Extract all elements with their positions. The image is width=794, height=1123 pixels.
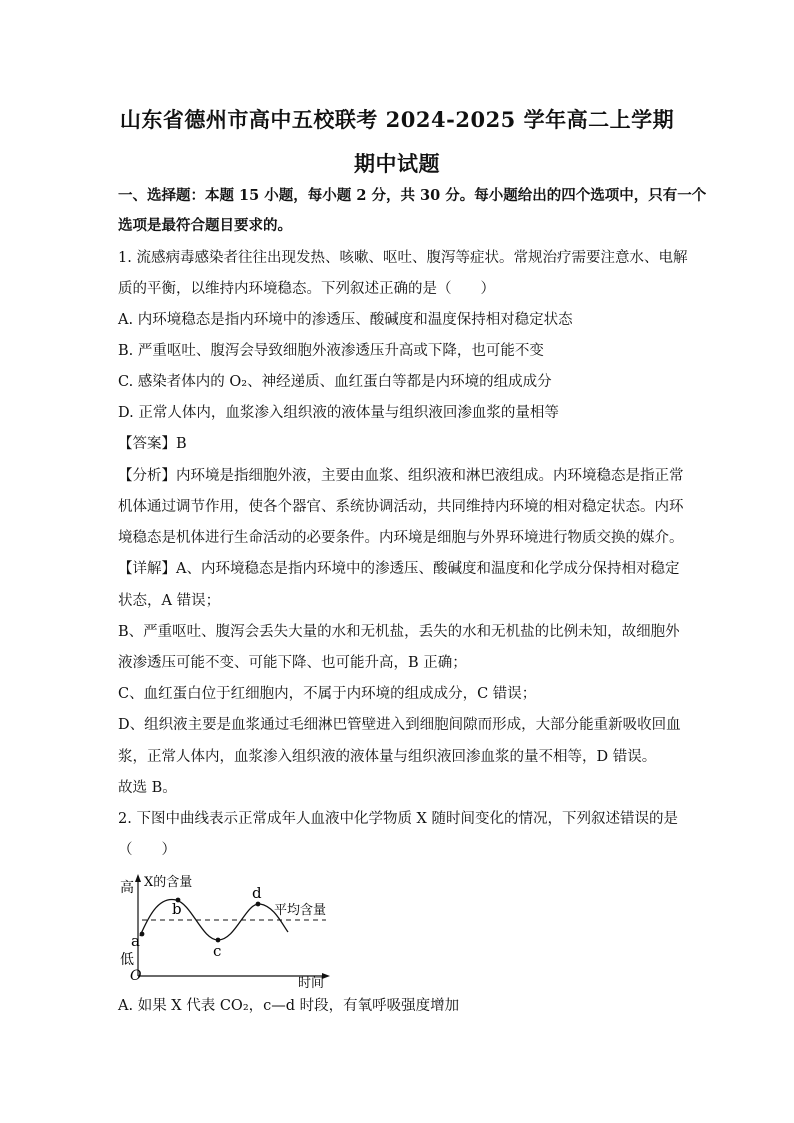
q1-stem-line1: 1. 流感病毒感染者往往出现发热、咳嗽、呕吐、腹泻等症状。常规治疗需要注意水、电解 [118, 250, 688, 266]
q1-analysis-line2: 机体通过调节作用，使各个器官、系统协调活动，共同维持内环境的相对稳定状态。内环 [118, 499, 684, 515]
point-c-label: c [213, 942, 222, 960]
point-b-label: b [172, 900, 182, 918]
q2-option-a: A. 如果 X 代表 CO₂，c—d 时段，有氧呼吸强度增加 [118, 998, 460, 1014]
q1-detail-line6: D、组织液主要是血浆通过毛细淋巴管壁进入到细胞间隙而形成，大部分能重新吸收回血 [118, 717, 681, 733]
q1-option-c: C. 感染者体内的 O₂、神经递质、血红蛋白等都是内环境的组成成分 [118, 374, 552, 390]
q1-detail-line5: C、血红蛋白位于红细胞内，不属于内环境的组成成分，C 错误； [118, 686, 537, 702]
q1-detail-line4: 液渗透压可能不变、可能下降、也可能升高，B 正确； [118, 655, 467, 671]
y-axis-arrow-icon [135, 874, 141, 882]
q1-option-d: D. 正常人体内，血浆渗入组织液的液体量与组织液回渗血浆的量相等 [118, 405, 559, 421]
document-title-line1: 山东省德州市高中五校联考 2024-2025 学年高二上学期 [119, 107, 675, 132]
y-axis-label: X的含量 [144, 875, 193, 890]
point-a-marker [140, 932, 145, 937]
q2-stem-line2: （ ） [118, 842, 176, 858]
q1-answer: 【答案】B [118, 436, 187, 452]
q1-detail-line3: B、严重呕吐、腹泻会丢失大量的水和无机盐，丢失的水和无机盐的比例未知，故细胞外 [118, 624, 680, 640]
q1-detail-line2: 状态，A 错误； [118, 593, 221, 609]
point-a-label: a [131, 932, 140, 950]
y-low-label: 低 [120, 952, 134, 968]
point-d-label: d [252, 884, 262, 902]
document-title-line2: 期中试题 [354, 151, 440, 176]
section-header-line1: 一、选择题：本题 15 小题，每小题 2 分，共 30 分。每小题给出的四个选项中，只有一个 [118, 187, 707, 204]
concentration-curve-diagram [118, 868, 348, 990]
q1-conclusion: 故选 B。 [118, 780, 177, 796]
q1-detail-line7: 浆，正常人体内，血浆渗入组织液的液体量与组织液回渗血浆的量不相等，D 错误。 [118, 749, 657, 765]
q1-option-a: A. 内环境稳态是指内环境中的渗透压、酸碱度和温度保持相对稳定状态 [118, 312, 573, 328]
q1-stem-line2: 质的平衡，以维持内环境稳态。下列叙述正确的是（ ） [118, 281, 495, 297]
q1-analysis-line3: 境稳态是机体进行生命活动的必要条件。内环境是细胞与外界环境进行物质交换的媒介。 [118, 530, 684, 546]
x-axis-label: 时间 [298, 976, 325, 990]
y-high-label: 高 [120, 880, 134, 896]
section-header-line2: 选项是最符合题目要求的。 [118, 217, 292, 234]
q2-figure [118, 868, 348, 990]
q1-detail-line1: 【详解】A、内环境稳态是指内环境中的渗透压、酸碱度和温度和化学成分保持相对稳定 [118, 561, 680, 577]
origin-label: O [130, 968, 142, 984]
q2-stem-line1: 2. 下图中曲线表示正常成年人血液中化学物质 X 随时间变化的情况，下列叙述错误的是 [118, 811, 678, 827]
q1-analysis-line1: 【分析】内环境是指细胞外液，主要由血浆、组织液和淋巴液组成。内环境稳态是指正常 [118, 468, 684, 484]
q1-option-b: B. 严重呕吐、腹泻会导致细胞外液渗透压升高或下降，也可能不变 [118, 343, 544, 359]
point-d-marker [256, 902, 261, 907]
average-label: 平均含量 [274, 903, 327, 918]
